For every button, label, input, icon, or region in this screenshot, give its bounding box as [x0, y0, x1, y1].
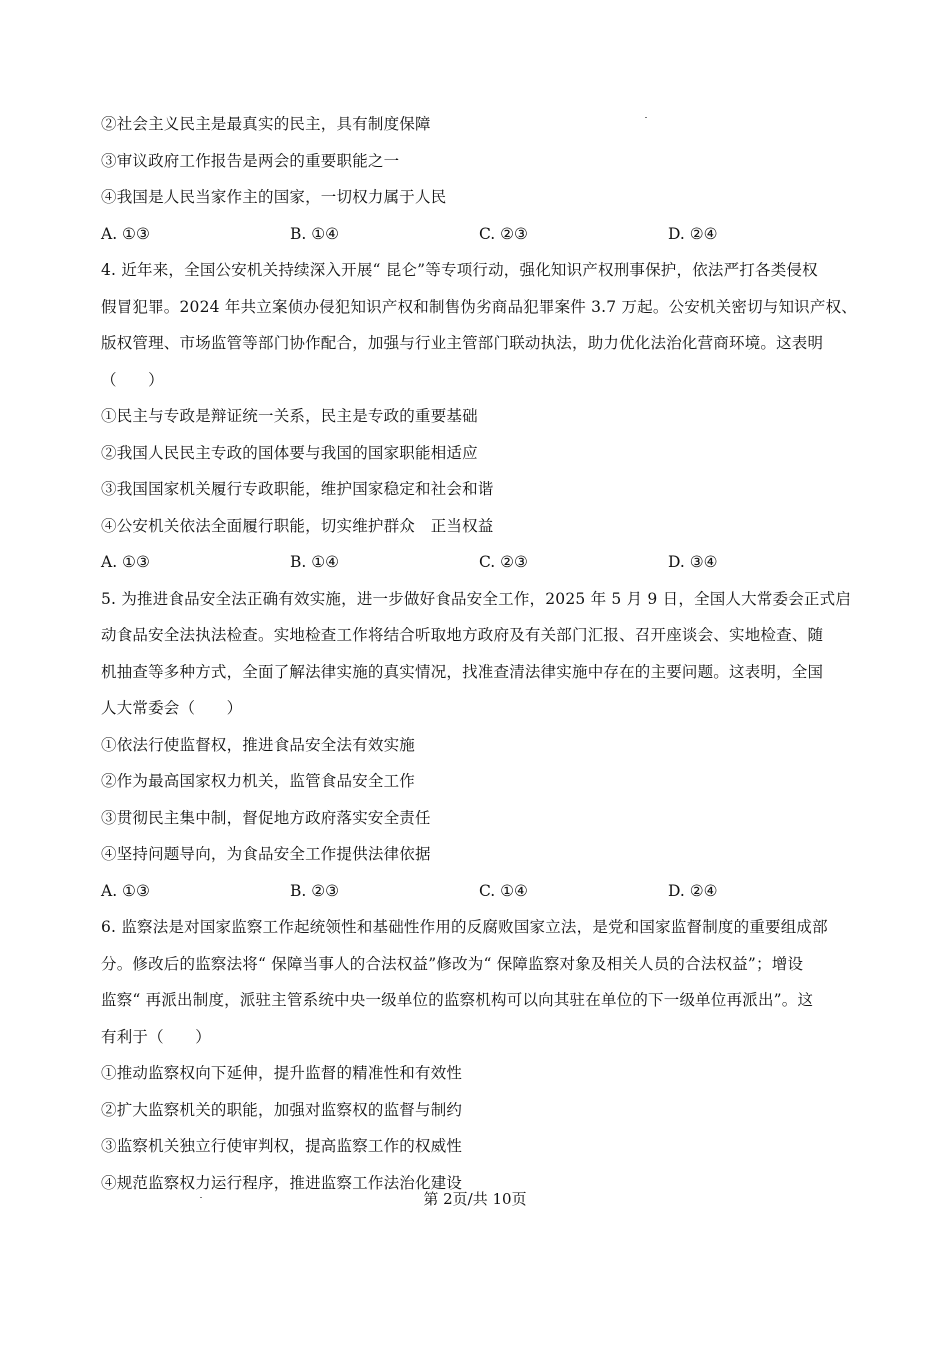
q6-item-4: ④规范监察权力运行程序，推进监察工作法治化建设 [101, 1173, 463, 1192]
q5-stem-line: 动食品安全法执法检查。实地检查工作将结合听取地方政府及有关部门汇报、召开座谈会、实地检查、随 [101, 626, 824, 644]
q5-item-1: ①依法行使监督权，推进食品安全法有效实施 [101, 735, 416, 754]
q4-item-2: ②我国人民民主专政的国体要与我国的国家职能相适应 [101, 443, 478, 462]
q6-stem-line: 分。修改后的监察法将“ 保障当事人的合法权益”修改为“ 保障监察对象及相关人员的合法权益”；增设 [101, 954, 804, 973]
question-5 [101, 581, 861, 910]
q3-option-a[interactable]: A. ①③ [101, 224, 150, 243]
q4-item-1: ①民主与专政是辩证统一关系，民主是专政的重要基础 [101, 407, 478, 425]
q5-stem-line: 5. 为推进食品安全法正确有效实施，进一步做好食品安全工作，2025 年 5 月 9 日，全国人大常委会正式启 [101, 589, 852, 608]
q6-stem-line: 6. 监察法是对国家监察工作起统领性和基础性作用的反腐败国家立法，是党和国家监督制度的重要组成部 [101, 918, 828, 936]
q6-stem-line: 监察“ 再派出制度，派驻主管系统中央一级单位的监察机构可以向其驻在单位的下一级单位再派出”。这 [101, 991, 814, 1009]
q4-stem-line: 4. 近年来，全国公安机关持续深入开展“ 昆仑”等专项行动，强化知识产权刑事保护，依法严打各类侵权 [101, 261, 818, 279]
q5-option-c[interactable]: C. ①④ [479, 881, 528, 900]
q4-stem-line: 版权管理、市场监管等部门协作配合，加强与行业主管部门联动执法，助力优化法治化营商环境。这表明 [101, 334, 824, 352]
q5-item-2: ②作为最高国家权力机关，监管食品安全工作 [101, 772, 416, 790]
q5-item-4: ④坚持问题导向，为食品安全工作提供法律依据 [101, 845, 431, 863]
exam-page-body [101, 106, 861, 1201]
q3-option-c[interactable]: C. ②③ [479, 224, 528, 243]
q4-option-c[interactable]: C. ②③ [479, 553, 528, 571]
q3-item-3: ③审议政府工作报告是两会的重要职能之一 [101, 151, 400, 170]
q4-option-a[interactable]: A. ①③ [101, 553, 150, 571]
q4-item-4: ④公安机关依法全面履行职能，切实维护群众 正当权益 [101, 516, 494, 535]
q3-option-b[interactable]: B. ①④ [290, 224, 340, 243]
q6-stem-line: 有利于（ ） [101, 1027, 211, 1046]
q4-options [101, 544, 861, 581]
page-number-footer: 第 2页/共 10页 [423, 1190, 527, 1208]
question-3 [101, 106, 861, 252]
question-4 [101, 252, 861, 581]
q3-options [101, 216, 861, 253]
q4-option-b[interactable]: B. ①④ [290, 553, 340, 571]
q3-item-4: ④我国是人民当家作主的国家，一切权力属于人民 [101, 188, 447, 206]
q6-item-3: ③监察机关独立行使审判权，提高监察工作的权威性 [101, 1137, 463, 1155]
q5-option-b[interactable]: B. ②③ [290, 881, 340, 900]
q4-stem-line: 假冒犯罪。2024 年共立案侦办侵犯知识产权和制售伪劣商品犯罪案件 3.7 万起。公安机关密切与知识产权、 [101, 297, 857, 316]
q4-answer-blank: （ ） [101, 370, 164, 389]
q4-item-3: ③我国国家机关履行专政职能，维护国家稳定和社会和谐 [101, 480, 494, 498]
q4-option-d[interactable]: D. ③④ [668, 553, 718, 571]
q6-item-1: ①推动监察权向下延伸，提升监督的精准性和有效性 [101, 1064, 463, 1082]
q5-stem-line: 机抽查等多种方式，全面了解法律实施的真实情况，找准查清法律实施中存在的主要问题。这表明，全国 [101, 662, 824, 681]
q5-option-d[interactable]: D. ②④ [668, 881, 718, 900]
q3-item-2: ②社会主义民主是最真实的民主，具有制度保障 [101, 115, 431, 133]
q5-item-3: ③贯彻民主集中制，督促地方政府落实安全责任 [101, 808, 431, 827]
q5-option-a[interactable]: A. ①③ [101, 881, 150, 900]
question-6 [101, 909, 861, 1201]
q3-option-d[interactable]: D. ②④ [668, 224, 718, 243]
q5-options [101, 873, 861, 910]
q5-stem-line: 人大常委会（ ） [101, 699, 243, 717]
q6-item-2: ②扩大监察机关的职能，加强对监察权的监督与制约 [101, 1100, 463, 1119]
